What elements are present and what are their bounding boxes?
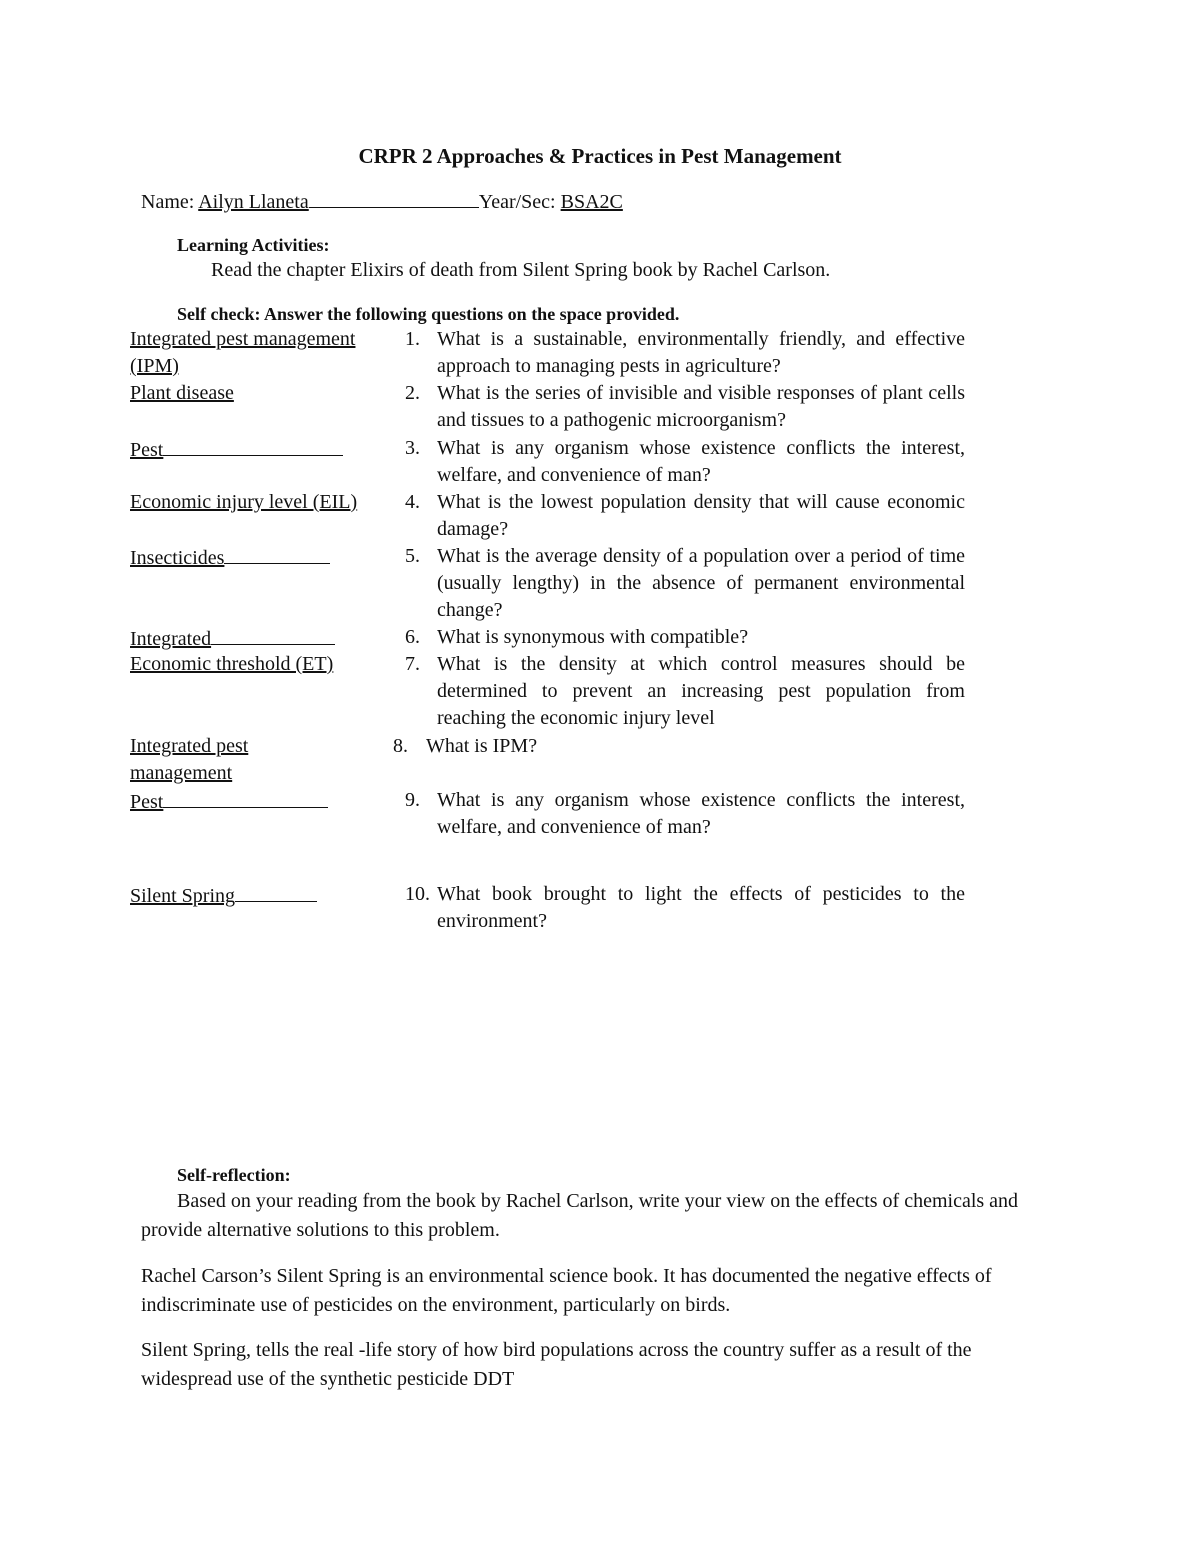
question-9: What is any organism whose existence conflicts the interest, welfare, and convenience of man? xyxy=(437,789,965,838)
learning-text: Read the chapter Elixirs of death from Silent Spring book by Rachel Carlson. xyxy=(211,259,831,281)
name-row xyxy=(141,187,623,216)
question-5: What is the average density of a population over a period of time (usually lengthy) in the absence of permanent environmental change? xyxy=(437,545,965,621)
question-3: What is any organism whose existence conflicts the interest, welfare, and convenience of man? xyxy=(437,437,965,486)
reflection-paragraph-1: Rachel Carson’s Silent Spring is an environmental science book. It has documented the negative effects of indiscriminate use of pesticides on the environment, particularly on birds. xyxy=(141,1265,992,1316)
answer-10: Silent Spring xyxy=(130,885,236,907)
reflection-heading: Self-reflection: xyxy=(177,1165,291,1185)
question-1: What is a sustainable, environmentally friendly, and effective approach to managing pests in agriculture? xyxy=(437,328,965,377)
question-number-6: 6. xyxy=(405,626,420,648)
question-number-10: 10. xyxy=(405,883,430,905)
selfcheck-heading: Self check: Answer the following questions on the space provided. xyxy=(177,304,680,324)
question-7: What is the density at which control measures should be determined to prevent an increasing pest population from reaching the economic injury level xyxy=(437,653,965,729)
answer-3-row xyxy=(130,435,380,464)
answer-9-row xyxy=(130,787,380,816)
answer-10-row xyxy=(130,881,380,910)
answer-10-blank-line xyxy=(235,881,317,902)
question-8: What is IPM? xyxy=(426,735,538,757)
reflection-paragraph-2: Silent Spring, tells the real -life story of how bird populations across the country suffer as a result of the widespread use of the synthetic pesticide DDT xyxy=(141,1339,972,1390)
answer-5: Insecticides xyxy=(130,547,225,569)
learning-heading: Learning Activities: xyxy=(177,235,330,255)
question-number-9: 9. xyxy=(405,789,420,811)
answer-4: Economic injury level (EIL) xyxy=(130,491,358,513)
question-10: What book brought to light the effects of pesticides to the environment? xyxy=(437,883,965,932)
answer-5-blank-line xyxy=(224,543,330,564)
answer-8: Integrated pest management xyxy=(130,735,249,784)
question-number-2: 2. xyxy=(405,382,420,404)
question-number-8: 8. xyxy=(393,735,408,757)
yearsec-label: Year/Sec: xyxy=(478,191,561,213)
question-number-7: 7. xyxy=(405,653,420,675)
name-label: Name: xyxy=(141,191,199,213)
answer-7: Economic threshold (ET) xyxy=(130,653,334,675)
answer-3: Pest xyxy=(130,439,164,461)
answer-2: Plant disease xyxy=(130,382,234,404)
answer-3-blank-line xyxy=(163,435,343,456)
answer-1: Integrated pest management (IPM) xyxy=(130,328,356,377)
question-number-5: 5. xyxy=(405,545,420,567)
name-value: Ailyn Llaneta xyxy=(198,191,309,213)
reflection-prompt: Based on your reading from the book by Rachel Carlson, write your view on the effects of chemicals and provide alternative solutions to this problem. xyxy=(141,1190,1019,1241)
yearsec-value: BSA2C xyxy=(560,191,623,213)
question-number-4: 4. xyxy=(405,491,420,513)
answer-9: Pest xyxy=(130,791,164,813)
answer-9-blank-line xyxy=(163,787,328,808)
question-number-1: 1. xyxy=(405,328,420,350)
answer-6: Integrated xyxy=(130,628,212,650)
question-2: What is the series of invisible and visible responses of plant cells and tissues to a pathogenic microorganism? xyxy=(437,382,965,431)
question-6: What is synonymous with compatible? xyxy=(437,626,749,648)
question-4: What is the lowest population density that will cause economic damage? xyxy=(437,491,965,540)
document-title: CRPR 2 Approaches & Practices in Pest Management xyxy=(358,144,842,168)
answer-6-row xyxy=(130,624,380,653)
name-blank-line xyxy=(309,187,479,208)
answer-6-blank-line xyxy=(211,624,335,645)
answer-5-row xyxy=(130,543,380,572)
question-number-3: 3. xyxy=(405,437,420,459)
